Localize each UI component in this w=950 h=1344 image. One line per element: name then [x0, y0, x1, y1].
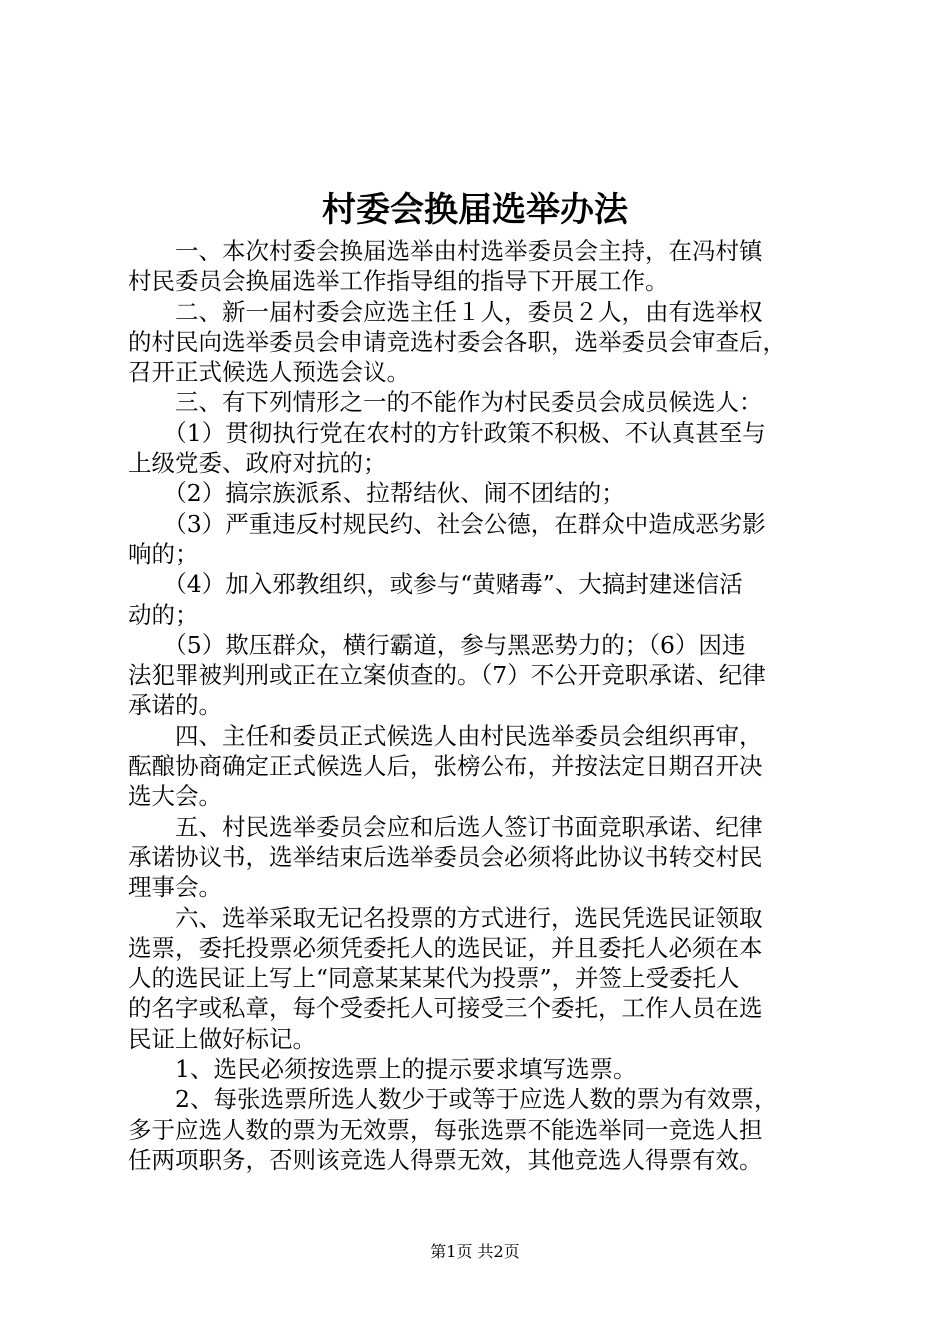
body-line: 理事会。 [128, 873, 222, 902]
body-line: （3）严重违反村规民约、社会公德，在群众中造成恶劣影 [128, 509, 766, 538]
body-line: （5）欺压群众，横行霸道，参与黑恶势力的；（6）因违 [128, 630, 746, 659]
body-line: 五、村民选举委员会应和后选人签订书面竞职承诺、纪律 [128, 812, 763, 841]
body-line: 民证上做好标记。 [128, 1024, 316, 1053]
body-line: 三、有下列情形之一的不能作为村民委员会成员候选人： [128, 388, 763, 417]
document-body [128, 236, 840, 1175]
body-line: 一、本次村委会换届选举由村选举委员会主持，在冯村镇 [128, 237, 763, 265]
body-line: 的村民向选举委员会申请竞选村委会各职，选举委员会审查后， [128, 327, 786, 356]
body-line: 法犯罪被判刑或正在立案侦查的。（7）不公开竞职承诺、纪律 [128, 661, 766, 690]
document-title: 村委会换届选举办法 [322, 190, 628, 230]
body-line: （4）加入邪教组织，或参与“黄赌毒”、大搞封建迷信活 [128, 570, 743, 599]
page-footer: 第1页 共2页 [430, 1242, 520, 1261]
body-line: （2）搞宗族派系、拉帮结伙、闹不团结的； [128, 479, 625, 508]
body-line: 酝酿协商确定正式候选人后，张榜公布，并按法定日期召开决 [128, 752, 763, 781]
body-line: 响的； [128, 539, 199, 568]
body-line: 二、新一届村委会应选主任１人，委员２人，由有选举权 [128, 297, 763, 326]
body-line: 召开正式候选人预选会议。 [128, 358, 410, 387]
body-line: 村民委员会换届选举工作指导组的指导下开展工作。 [128, 267, 669, 296]
body-line: 选票，委托投票必须凭委托人的选民证，并且委托人必须在本 [128, 933, 763, 962]
body-line: 1、选民必须按选票上的提示要求填写选票。 [128, 1055, 637, 1084]
body-line: 任两项职务，否则该竞选人得票无效，其他竞选人得票有效。 [128, 1145, 763, 1174]
body-line: 2、每张选票所选人数少于或等于应选人数的票为有效票， [128, 1085, 778, 1114]
body-line: 选大会。 [128, 782, 222, 811]
body-line: 承诺的。 [128, 691, 222, 720]
body-line: 上级党委、政府对抗的； [128, 449, 387, 478]
body-line: （1）贯彻执行党在农村的方针政策不积极、不认真甚至与 [128, 418, 766, 447]
body-line: 的名字或私章，每个受委托人可接受三个委托，工作人员在选 [128, 994, 763, 1023]
body-line: 六、选举采取无记名投票的方式进行，选民凭选民证领取 [128, 903, 763, 932]
body-line: 四、主任和委员正式候选人由村民选举委员会组织再审， [128, 721, 763, 750]
body-line: 动的； [128, 600, 199, 629]
body-line: 人的选民证上写上“同意某某某代为投票”，并签上受委托人 [128, 964, 740, 993]
body-line: 多于应选人数的票为无效票，每张选票不能选举同一竞选人担 [128, 1115, 763, 1144]
body-line: 承诺协议书，选举结束后选举委员会必须将此协议书转交村民 [128, 842, 763, 871]
